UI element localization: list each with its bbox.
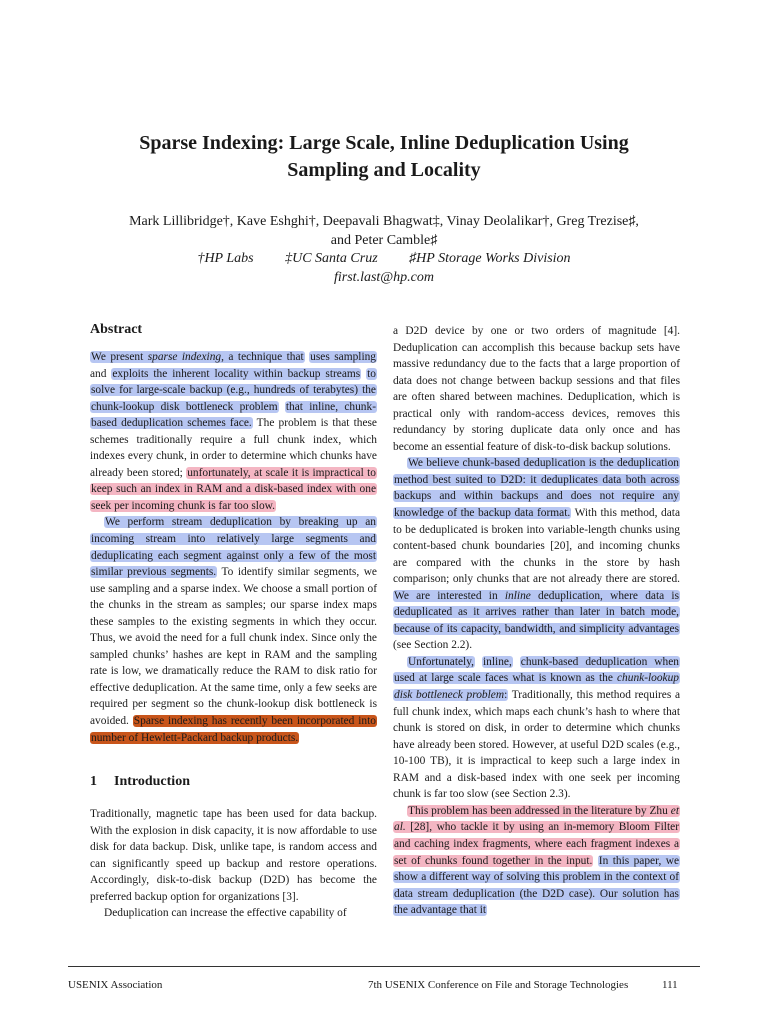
body-text: deduplication, where data is deduplicated as it arrives rather than later in batch mode, because of its capacity, bandwidth, and simplicity advantages [394, 589, 679, 635]
body-text: With this method, data to be deduplicated is broken into variable-length chunks using content-based chunk boundaries [20], and incoming chunks are compared with the chunks in the store by hash comparison; only chunks that are not already there are stored. [393, 507, 681, 586]
body-paragraph-literature [393, 803, 680, 919]
affiliations [60, 249, 708, 268]
abstract-text: The problem is that these schemes traditionally require a full chunk index, which indexes every chunk, in order to determine which chunks have already been stored; [90, 417, 377, 479]
affiliation-uc-santa-cruz: ‡UC Santa Cruz [285, 251, 378, 266]
author-list [60, 212, 708, 250]
section-number: 1 [90, 774, 97, 790]
highlight-blue: that inline, chunk-based deduplication schemes face. [91, 400, 376, 430]
abstract-paragraph-2 [90, 514, 377, 746]
highlight-blue [393, 590, 680, 635]
right-column [393, 323, 680, 919]
term-chunk-lookup-problem: chunk-lookup disk bottleneck problem [394, 672, 679, 702]
intro-paragraph-1: Traditionally, magnetic tape has been used for data backup. With the explosion in disk capacity, it is now affordable to use disk for data backup. Disk, unlike tape, is random access and can significantly speed up backup and restore operations. Accordingly, disk-to-disk backup (D2D) has become the preferred backup option for organizations [3]. [90, 808, 377, 903]
abstract-heading: Abstract [90, 322, 143, 337]
highlight-blue: uses sampling [310, 351, 376, 363]
authors-line-1: Mark Lillibridge†, Kave Eshghi†, Deepavali Bhagwat‡, Vinay Deolalikar†, Greg Trezise♯, [129, 214, 639, 229]
highlight-blue: In this paper, we show a different way of solving this problem in the context of data stream deduplication (the D2D case). Our solution has the advantage that it [394, 854, 679, 917]
body-text: This problem has been addressed in the literature by Zhu [408, 804, 671, 817]
section-heading-introduction [90, 772, 377, 792]
highlight-blue: to solve for large-scale backup (e.g., hundreds of terabytes) the chunk-lookup disk bottleneck problem [91, 367, 376, 413]
body-text [513, 656, 520, 668]
highlight-blue: inline, [483, 655, 512, 668]
paper-title [60, 130, 708, 184]
term-sparse-indexing: sparse indexing [147, 351, 222, 363]
term-inline: inline [504, 589, 531, 602]
body-paragraph-continued: a D2D device by one or two orders of magnitude [4]. Deduplication can accomplish this because backup sets have massive redundancy due to the facts that a large proportion of data does not change between backup sessions and that files are often shared between machines. Deduplication, which is practical only with random-access devices, removes this redundancy by storing duplicate data only once and has become an essential feature of disk-to-disk backup solutions. [393, 325, 680, 453]
abstract-paragraph-1 [90, 349, 377, 514]
intro-paragraph-2: Deduplication can increase the effective capability of [104, 907, 347, 920]
authors-line-2: and Peter Camble♯ [330, 233, 438, 248]
abstract-text: and [90, 367, 112, 380]
body-text: [28], who tackle it by using an in-memory Bloom Filter and caching index fragments, where each fragment indexes a set of chunks found together in the input. [394, 821, 679, 867]
highlight-blue: We believe chunk-based deduplication is the deduplication method best suited to D2D: it deduplicates data both across backups and within backups and does not require any knowledge of the backup data format. [394, 457, 679, 520]
abstract-text: We present [91, 351, 148, 363]
left-column [90, 320, 377, 922]
section-title: Introduction [114, 774, 190, 790]
body-paragraph-chunk-based [393, 455, 680, 654]
title-line-1: Sparse Indexing: Large Scale, Inline Deduplication Using [139, 132, 629, 154]
affiliation-hp-labs: †HP Labs [197, 251, 254, 266]
highlight-blue: Unfortunately, [408, 655, 475, 668]
highlight-blue: exploits the inherent locality within backup streams [112, 367, 361, 380]
footer-venue: USENIX Association [68, 979, 163, 991]
footer-rule [68, 966, 700, 967]
title-line-2: Sampling and Locality [287, 159, 481, 181]
body-text: Traditionally, this method requires a full chunk index, which maps each chunk’s hash to where that chunk is stored on disk, in order to determine which chunks have already been stored. However, at useful D2D scales (e.g., 10-100 TB), it is impractical to keep such a large index in RAM and a disk-based index with one seek per incoming chunk is far too slow (see Section 2.3). [393, 689, 681, 801]
affiliation-hp-storage-works: ♯HP Storage Works Division [409, 251, 571, 266]
highlight-pink: unfortunately, at scale it is impractical to keep such an index in RAM and a disk-based index with one seek per incoming chunk is far too slow. [91, 466, 376, 512]
footer-conference: 7th USENIX Conference on File and Storage Technologies [368, 979, 629, 991]
body-text [475, 656, 482, 668]
highlight-orange: Sparse indexing has recently been incorporated into number of Hewlett-Packard backup products. [91, 715, 376, 744]
page-number: 111 [662, 979, 678, 991]
body-text: We are interested in [394, 589, 505, 602]
body-text: : [504, 689, 508, 702]
author-email: first.last@hp.com [334, 270, 434, 285]
term-et-al: et al. [394, 804, 679, 834]
highlight-blue: We perform stream deduplication by breaking up an incoming stream into relatively large segments and deduplicating each segment against only a few of the most similar previous segments. [91, 516, 376, 579]
highlight-blue [90, 351, 305, 363]
abstract-text: , a technique that [221, 351, 304, 363]
body-text: chunk-based deduplication when used at large scale faces what is known as the [394, 655, 679, 685]
body-paragraph-bottleneck [393, 654, 680, 803]
abstract-text: To identify similar segments, we use sampling and a sparse index. We choose a small portion of the chunks in the stream as samples; our sparse index maps these samples to the existing segments in which they occur. Thus, we avoid the need for a full chunk index. Since only the sampled chunks’ hashes are kept in RAM and the sampling rate is low, we dramatically reduce the RAM to disk ratio for effective deduplication. At the same time, only a few seeks are required per segment so the chunk-lookup disk bottleneck is avoided. [90, 566, 377, 728]
body-text: (see Section 2.2). [393, 639, 473, 652]
